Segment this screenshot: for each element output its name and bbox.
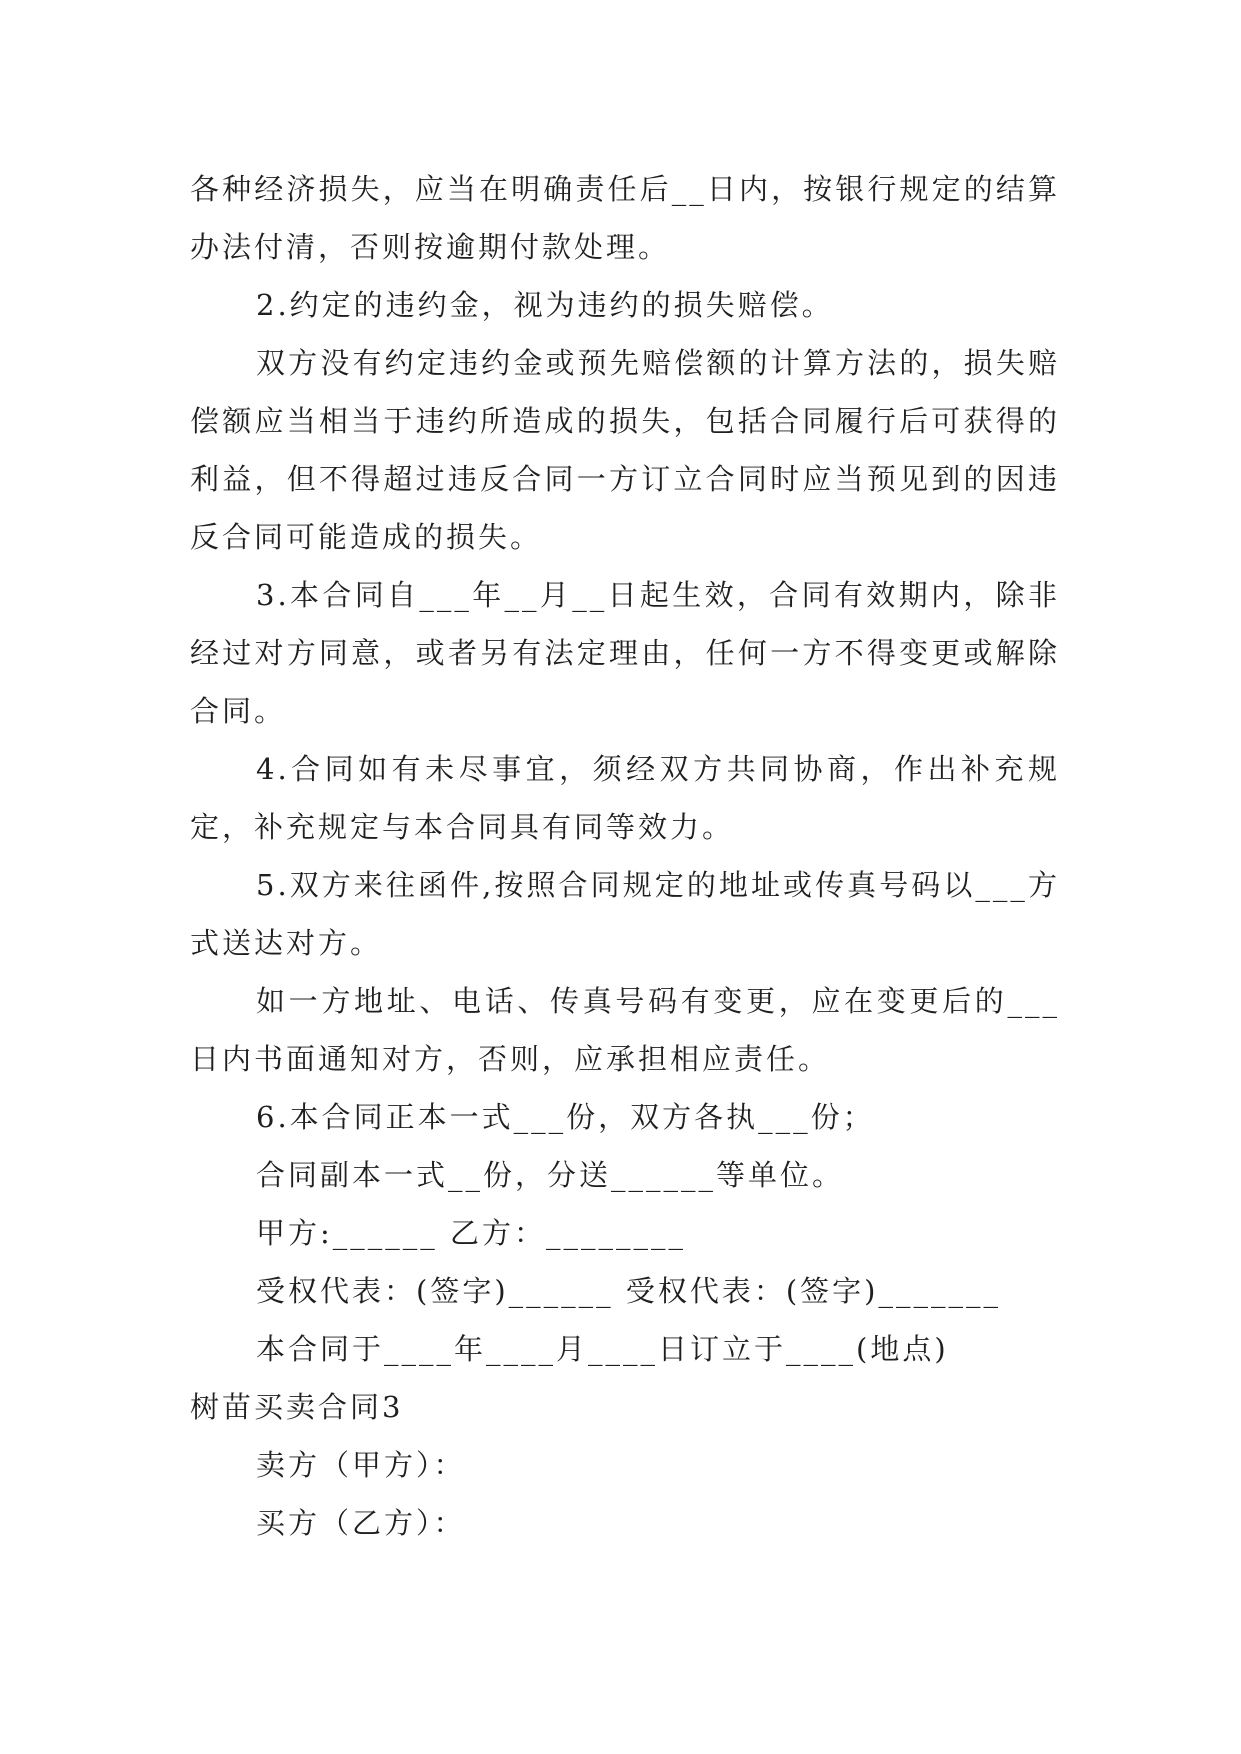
clause-5-correspondence: 5.双方来往函件,按照合同规定的地址或传真号码以___方式送达对方。 [190,868,1060,960]
section-title-contract-3: 树苗买卖合同3 [190,1390,404,1424]
paragraph-damages-calculation: 双方没有约定违约金或预先赔偿额的计算方法的，损失赔偿额应当相当于违约所造成的损失，包括合同履行后可获得的利益，但不得超过违反合同一方订立合同时应当预见到的因违反合同可能造成的损失。 [190,346,1060,554]
clause-2-penalty: 2.约定的违约金，视为违约的损失赔偿。 [256,288,834,322]
clause-4-supplementary: 4.合同如有未尽事宜，须经双方共同协商，作出补充规定，补充规定与本合同具有同等效力。 [190,752,1060,844]
buyer-party-b: 买方（乙方）： [256,1506,466,1540]
paragraph-duplicate-copies: 合同副本一式__份，分送______等单位。 [256,1158,845,1192]
paragraph-losses-settlement: 各种经济损失，应当在明确责任后__日内，按银行规定的结算办法付清，否则按逾期付款处理。 [190,172,1060,264]
clause-3-effective-date: 3.本合同自___年__月__日起生效，合同有效期内，除非经过对方同意，或者另有法定理由，任何一方不得变更或解除合同。 [190,578,1060,728]
signing-date-place: 本合同于____年____月____日订立于____(地点) [256,1332,949,1366]
seller-party-a: 卖方（甲方）： [256,1448,466,1482]
contract-body [190,160,1060,1552]
signature-representatives: 受权代表：(签字)______ 受权代表：(签字)_______ [256,1274,1001,1308]
signature-parties: 甲方:______ 乙方：________ [256,1216,686,1250]
paragraph-address-change: 如一方地址、电话、传真号码有变更，应在变更后的___日内书面通知对方，否则，应承担相应责任。 [190,984,1060,1076]
clause-6-copies: 6.本合同正本一式___份，双方各执___份； [256,1100,875,1134]
